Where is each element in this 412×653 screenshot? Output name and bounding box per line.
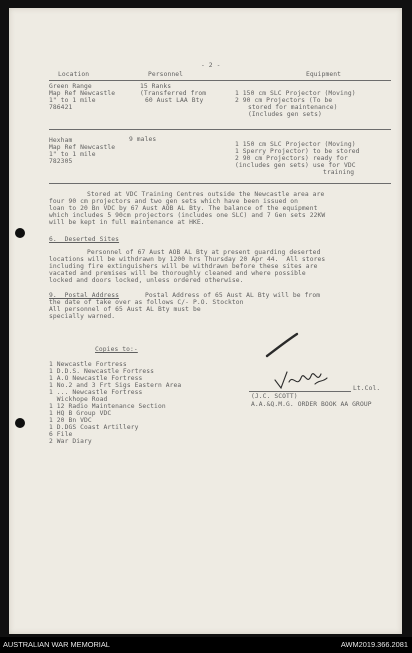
row1-equipment-line3: stored for maintenance) xyxy=(248,104,338,111)
row2-equipment-line1: 1 150 cm SLC Projector (Moving) xyxy=(235,141,356,148)
binder-hole-top xyxy=(15,228,25,238)
document-page xyxy=(9,8,402,634)
row1-personnel-line1: 15 Ranks xyxy=(140,83,172,90)
list-item: Wickhope Road xyxy=(49,396,108,403)
section6-line1: Personnel of 67 Aust AOB AL Bty at present guarding deserted xyxy=(87,249,321,256)
row1-equipment-line4: (Includes gen sets) xyxy=(248,111,322,118)
row1-equipment-line1: 1 150 cm SLC Projector (Moving) xyxy=(235,90,356,97)
page-number: - 2 - xyxy=(201,62,221,69)
list-item: 1 No.2 and 3 Frt Sigs Eastern Area xyxy=(49,382,182,389)
stored-para-line4: which includes 5 90cm projectors (includes one SLC) and 7 Gen sets 22KW xyxy=(49,212,326,219)
stored-para-line1: Stored at VDC Training Centres outside the Newcastle area are xyxy=(87,191,325,198)
row1-location-line4: 786421 xyxy=(49,104,73,111)
column-header-personnel: Personnel xyxy=(148,71,184,78)
section6-line5: locked and doors locked, unless ordered otherwise. xyxy=(49,277,244,284)
list-item: 1 ... Newcastle Fortress xyxy=(49,389,143,396)
section9-line2: the date of take over as follows C/- P.O. Stockton xyxy=(49,299,244,306)
list-item: 1 A.O Newcastle Fortress xyxy=(49,375,143,382)
pen-mark xyxy=(263,330,303,360)
section6-line3: including fire extinguishers will be withdrawn before these sites are xyxy=(49,263,318,270)
row-separator xyxy=(49,129,391,130)
row2-equipment-line4: (includes gen sets) use for VDC xyxy=(235,162,356,169)
stored-para-line2: four 90 cm projectors and two gen sets which have been issued on xyxy=(49,198,299,205)
table-bottom-rule xyxy=(49,183,391,184)
archive-footer xyxy=(0,637,412,653)
row2-equipment-line5: training xyxy=(323,169,355,176)
section9-line1: Postal Address of 65 Aust AL Bty will be from xyxy=(145,292,321,299)
row1-location-line2: Map Ref Newcastle xyxy=(49,90,116,97)
list-item: 2 War Diary xyxy=(49,438,92,445)
row1-personnel-line2: (Transferred from xyxy=(140,90,207,97)
stored-para-line5: will be kept in full maintenance at HKE. xyxy=(49,219,205,226)
stored-para-line3: loan to 20 Bn VDC by 67 Aust AOB AL Bty. The balance of the equipment xyxy=(49,205,318,212)
list-item: 6 File xyxy=(49,431,73,438)
row2-location-line3: 1" to 1 mile xyxy=(49,151,96,158)
section6-line2: locations will be withdrawn by 1200 hrs Thursday 20 Apr 44. All stores xyxy=(49,256,326,263)
list-item: 1 D.D.S. Newcastle Fortress xyxy=(49,368,155,375)
section6-line4: vacated and premises will be thoroughly cleaned and where possible xyxy=(49,270,306,277)
row2-equipment-line2: 1 Sperry Projector) to be stored xyxy=(235,148,360,155)
column-header-equipment: Equipment xyxy=(306,71,342,78)
list-item: 1 20 Bn VDC xyxy=(49,417,92,424)
section9-line3: All personnel of 65 Aust AL Bty must be xyxy=(49,306,201,313)
signature-line xyxy=(249,391,351,392)
row2-personnel-line1: 9 males xyxy=(129,136,157,143)
section9-line4: specially warned. xyxy=(49,313,116,320)
signature-name: (J.C. SCOTT) xyxy=(251,393,298,400)
signature-title: A.A.&Q.M.G. ORDER BOOK AA GROUP xyxy=(251,401,372,408)
column-header-location: Location xyxy=(58,71,90,78)
row1-equipment-line2: 2 90 cm Projectors (To be xyxy=(235,97,333,104)
copies-heading: Copies to:- xyxy=(95,346,138,353)
row2-location-line4: 782305 xyxy=(49,158,73,165)
signature-rank: Lt.Col. xyxy=(353,385,381,392)
row1-location-line1: Green Range xyxy=(49,83,92,90)
list-item: 1 D.DGS Coast Artillery xyxy=(49,424,139,431)
binder-hole-bottom xyxy=(15,418,25,428)
row1-location-line3: 1" to 1 mile xyxy=(49,97,96,104)
section6-heading: 6. Deserted Sites xyxy=(49,236,120,243)
list-item: 1 Newcastle Fortress xyxy=(49,361,127,368)
row2-equipment-line3: 2 90 cm Projectors) ready for xyxy=(235,155,348,162)
section9-heading: 9. Postal Address xyxy=(49,292,120,299)
row2-location-line1: Hexham xyxy=(49,137,73,144)
list-item: 1 12 Radio Maintenance Section xyxy=(49,403,166,410)
handwritten-signature xyxy=(271,360,331,394)
row1-personnel-line3: 60 Aust LAA Bty xyxy=(145,97,204,104)
row2-location-line2: Map Ref Newcastle xyxy=(49,144,116,151)
header-rule xyxy=(49,80,391,81)
list-item: 1 HQ B Group VDC xyxy=(49,410,112,417)
reference-number: AWM2019.366.2081 xyxy=(340,640,408,649)
institution-label: AUSTRALIAN WAR MEMORIAL xyxy=(3,640,110,649)
